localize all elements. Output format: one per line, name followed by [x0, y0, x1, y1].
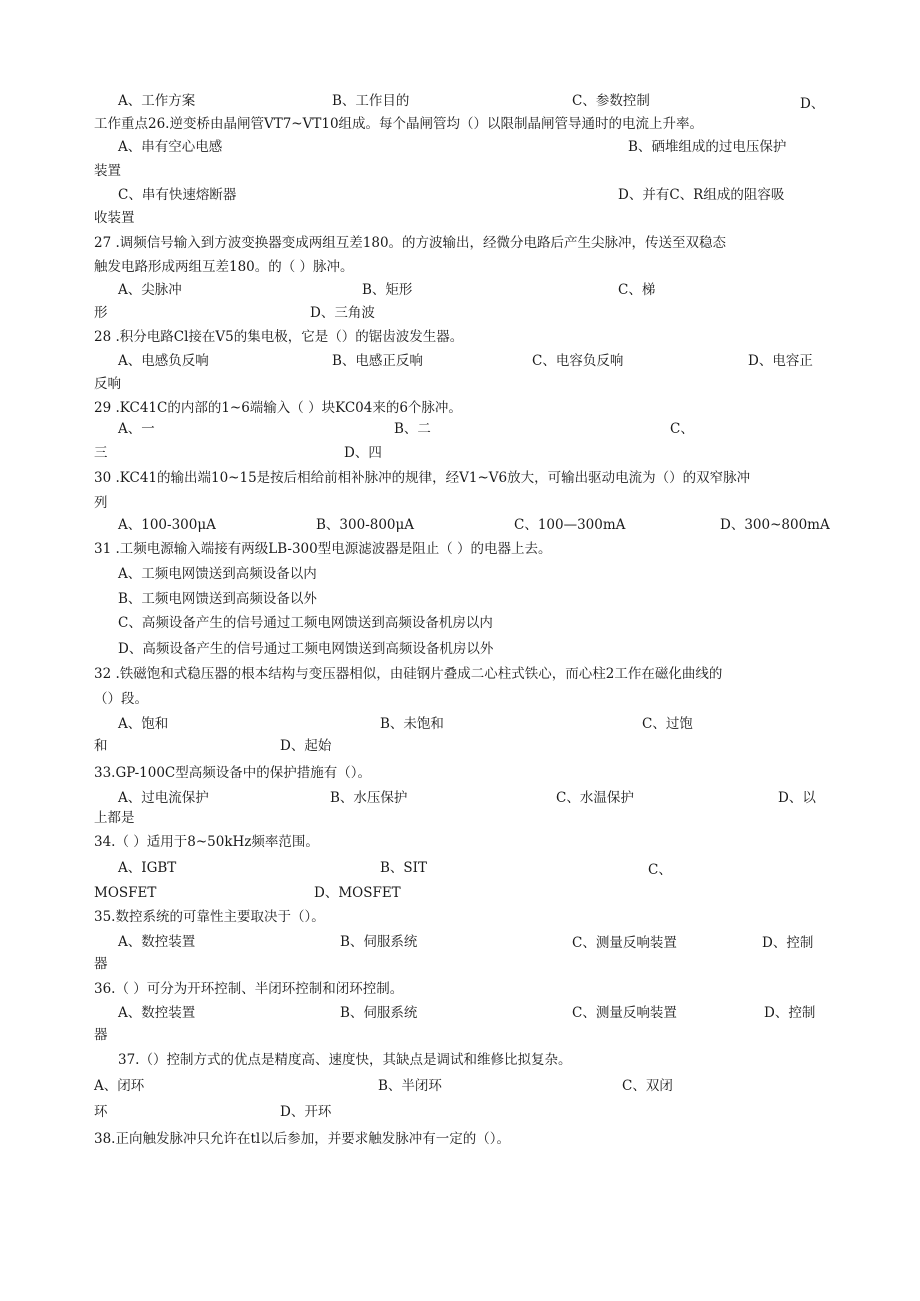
q33-option-d-cont: 上都是 [94, 810, 135, 826]
q28-option-d: D、电容正 [748, 353, 813, 369]
q25-option-d: D、 [800, 96, 825, 112]
question-28: 28 .积分电路Cl接在V5的集电极，它是（）的锯齿波发生器。 [94, 329, 464, 345]
q29-option-d: D、四 [344, 445, 382, 461]
q26-option-b-cont: 装置 [94, 163, 121, 179]
q37-option-b: B、半闭环 [378, 1078, 442, 1094]
q25-option-c: C、参数控制 [572, 93, 650, 109]
question-37: 37.（）控制方式的优点是精度高、速度快，其缺点是调试和维修比拟复杂。 [118, 1052, 572, 1068]
q26-option-b: B、硒堆组成的过电压保护 [628, 139, 787, 155]
q25-option-b: B、工作目的 [332, 93, 410, 109]
q28-option-d-cont: 反响 [94, 376, 121, 392]
question-30-cont: 列 [94, 495, 108, 511]
q27-option-a: A、尖脉冲 [118, 282, 182, 298]
q32-option-a: A、饱和 [118, 716, 169, 732]
q31-option-a: A、工频电网馈送到高频设备以内 [118, 566, 317, 582]
q27-option-b: B、矩形 [362, 282, 413, 298]
q35-option-b: B、伺服系统 [340, 934, 418, 950]
question-27-cont: 触发电路形成两组互差180。的（ ）脉冲。 [94, 259, 354, 275]
q31-option-d: D、高频设备产生的信号通过工频电网馈送到高频设备机房以外 [118, 641, 494, 657]
q27-option-c: C、梯 [618, 282, 656, 298]
question-38: 38.正向触发脉冲只允许在tl以后参加，并要求触发脉冲有一定的（）。 [94, 1131, 510, 1147]
q26-option-d: D、并有C、R组成的阻容吸 [618, 187, 785, 203]
q35-option-d-cont: 器 [94, 956, 108, 972]
question-36: 36.（ ）可分为开环控制、半闭环控制和闭环控制。 [94, 981, 404, 997]
q28-option-b: B、电感正反响 [332, 353, 423, 369]
q32-option-c: C、过饱 [642, 716, 693, 732]
question-35: 35.数控系统的可靠性主要取决于（）。 [94, 909, 325, 925]
question-31: 31 .工频电源输入端接有两级LB-300型电源滤波器是阻止（ ）的电器上去。 [94, 541, 552, 557]
question-33: 33.GP-100C型高频设备中的保护措施有（）。 [94, 765, 372, 781]
q34-option-d: D、MOSFET [314, 885, 401, 901]
q36-option-b: B、伺服系统 [340, 1005, 418, 1021]
q35-option-d: D、控制 [762, 935, 814, 951]
question-29: 29 .KC41C的内部的1~6端输入（ ）块KC04来的6个脉冲。 [94, 400, 462, 416]
q37-option-c-cont: 环 [94, 1104, 108, 1120]
q30-option-a: A、100-300μA [118, 517, 216, 533]
q26-option-a: A、串有空心电感 [118, 139, 223, 155]
q26-option-d-cont: 收装置 [94, 210, 135, 226]
q36-option-d: D、控制 [764, 1005, 816, 1021]
q30-option-c: C、100—300mA [514, 517, 626, 533]
q33-option-d: D、以 [778, 790, 816, 806]
q29-option-b: B、二 [394, 421, 431, 437]
q32-option-b: B、未饱和 [380, 716, 444, 732]
q37-option-d: D、开环 [280, 1104, 332, 1120]
q36-option-a: A、数控装置 [118, 1005, 196, 1021]
q31-option-c: C、高频设备产生的信号通过工频电网馈送到高频设备机房以内 [118, 615, 493, 631]
q34-option-c: C、 [648, 862, 672, 878]
q30-option-d: D、300~800mA [720, 517, 830, 533]
q33-option-c: C、水温保护 [556, 790, 634, 806]
q37-option-a: A、闭环 [94, 1078, 145, 1094]
q31-option-b: B、工频电网馈送到高频设备以外 [118, 591, 317, 607]
question-27: 27 .调频信号输入到方波变换器变成两组互差180。的方波输出，经微分电路后产生尖脉冲，传送至双稳态 [94, 235, 727, 251]
question-32-cont: （）段。 [94, 691, 148, 707]
q34-option-c-cont: MOSFET [94, 885, 157, 901]
q36-option-c: C、测量反响装置 [572, 1005, 677, 1021]
q32-option-d: D、起始 [280, 738, 332, 754]
q29-option-c: C、 [670, 421, 694, 437]
q36-option-d-cont: 器 [94, 1027, 108, 1043]
q37-option-c: C、双闭 [622, 1078, 673, 1094]
q33-option-b: B、水压保护 [330, 790, 408, 806]
question-34: 34.（ ）适用于8~50kHz频率范围。 [94, 834, 319, 850]
q28-option-c: C、电容负反响 [532, 353, 624, 369]
q35-option-a: A、数控装置 [118, 934, 196, 950]
q34-option-a: A、IGBT [118, 860, 177, 876]
question-30: 30 .KC41的输出端10~15是按后相给前相补脉冲的规律，经V1~V6放大，可输出驱动电流为（）的双窄脉冲 [94, 470, 751, 486]
q27-option-c-cont: 形 [94, 305, 108, 321]
question-26: 工作重点26.逆变桥由晶闸管VT7~VT10组成。每个晶闸管均（）以限制晶闸管导通时的电流上升率。 [94, 116, 704, 132]
q29-option-a: A、一 [118, 421, 155, 437]
q34-option-b: B、SIT [380, 860, 428, 876]
q25-option-a: A、工作方案 [118, 93, 196, 109]
q28-option-a: A、电感负反响 [118, 353, 209, 369]
q35-option-c: C、测量反响装置 [572, 935, 677, 951]
q32-option-c-cont: 和 [94, 738, 108, 754]
question-32: 32 .铁磁饱和式稳压器的根本结构与变压器相似，由硅钢片叠成二心柱式铁心，而心柱2工作在磁化曲线的 [94, 666, 723, 682]
q33-option-a: A、过电流保护 [118, 790, 209, 806]
q30-option-b: B、300-800μA [316, 517, 415, 533]
q29-option-c-cont: 三 [94, 445, 108, 461]
q27-option-d: D、三角波 [310, 305, 375, 321]
q26-option-c: C、串有快速熔断器 [118, 187, 237, 203]
